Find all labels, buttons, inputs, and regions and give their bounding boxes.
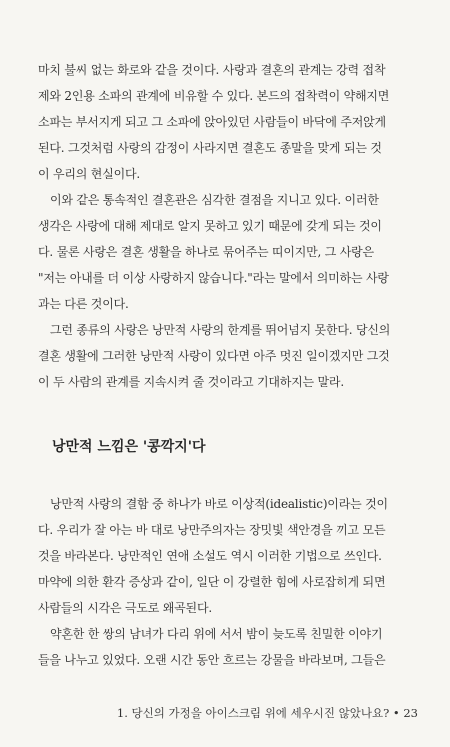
text-line: 마치 불씨 없는 화로와 같을 것이다. 사랑과 결혼의 관계는 강력 접착 <box>38 63 386 77</box>
text-line: 소파는 부서지게 되고 그 소파에 앉아있던 사람들이 바닥에 주저앉게 <box>38 115 386 129</box>
text-line: 과는 다른 것이다. <box>38 297 129 311</box>
text-line: 그런 종류의 사랑은 낭만적 사랑의 한계를 뛰어넘지 못한다. 당신의 <box>50 323 391 337</box>
text-line: 다. 물론 사랑은 결혼 생활을 하나로 묶어주는 띠이지만, 그 사랑은 <box>38 245 374 259</box>
text-line: 약혼한 한 쌍의 남녀가 다리 위에 서서 밤이 늦도록 친밀한 이야기 <box>50 627 383 641</box>
text-line: 이 두 사람의 관계를 지속시켜 줄 것이라고 기대하지는 말라. <box>38 375 344 389</box>
text-line: 낭만적 사랑의 결함 중 하나가 바로 이상적(idealistic)이라는 것이 <box>50 497 388 511</box>
text-line: "저는 아내를 더 이상 사랑하지 않습니다."라는 말에서 의미하는 사랑 <box>38 271 389 285</box>
section-heading: 낭만적 느낌은 '콩깍지'다 <box>52 439 206 455</box>
page-footer: 1. 당신의 가정을 아이스크림 위에 세우시진 않았나요? • 23 <box>116 706 418 720</box>
text-line: 된다. 그것처럼 사랑의 감정이 사라지면 결혼도 종말을 맞게 되는 것 <box>38 141 382 155</box>
text-line: 이와 같은 통속적인 결혼관은 심각한 결점을 지니고 있다. 이러한 <box>50 193 379 207</box>
text-line: 것을 바라본다. 낭만적인 연애 소설도 역시 이러한 기법으로 쓰인다. <box>38 549 382 563</box>
text-line: 결혼 생활에 그러한 낭만적 사랑이 있다면 아주 멋진 일이겠지만 그것 <box>38 349 390 363</box>
text-line: 마약에 의한 환각 증상과 같이, 일단 이 강렬한 힘에 사로잡히게 되면 <box>38 575 386 589</box>
text-line: 생각은 사랑에 대해 제대로 알지 못하고 있기 때문에 갖게 되는 것이 <box>38 219 382 233</box>
text-line: 들을 나누고 있었다. 오랜 시간 동안 흐르는 강물을 바라보며, 그들은 <box>38 653 386 667</box>
text-line: 이 우리의 현실이다. <box>38 167 140 181</box>
text-line: 사람들의 시각은 극도로 왜곡된다. <box>38 601 212 615</box>
text-line: 제와 2인용 소파의 관계에 비유할 수 있다. 본드의 접착력이 약해지면 <box>38 89 390 103</box>
text-line: 다. 우리가 잘 아는 바 대로 낭만주의자는 장밋빛 색안경을 끼고 모든 <box>38 523 386 537</box>
